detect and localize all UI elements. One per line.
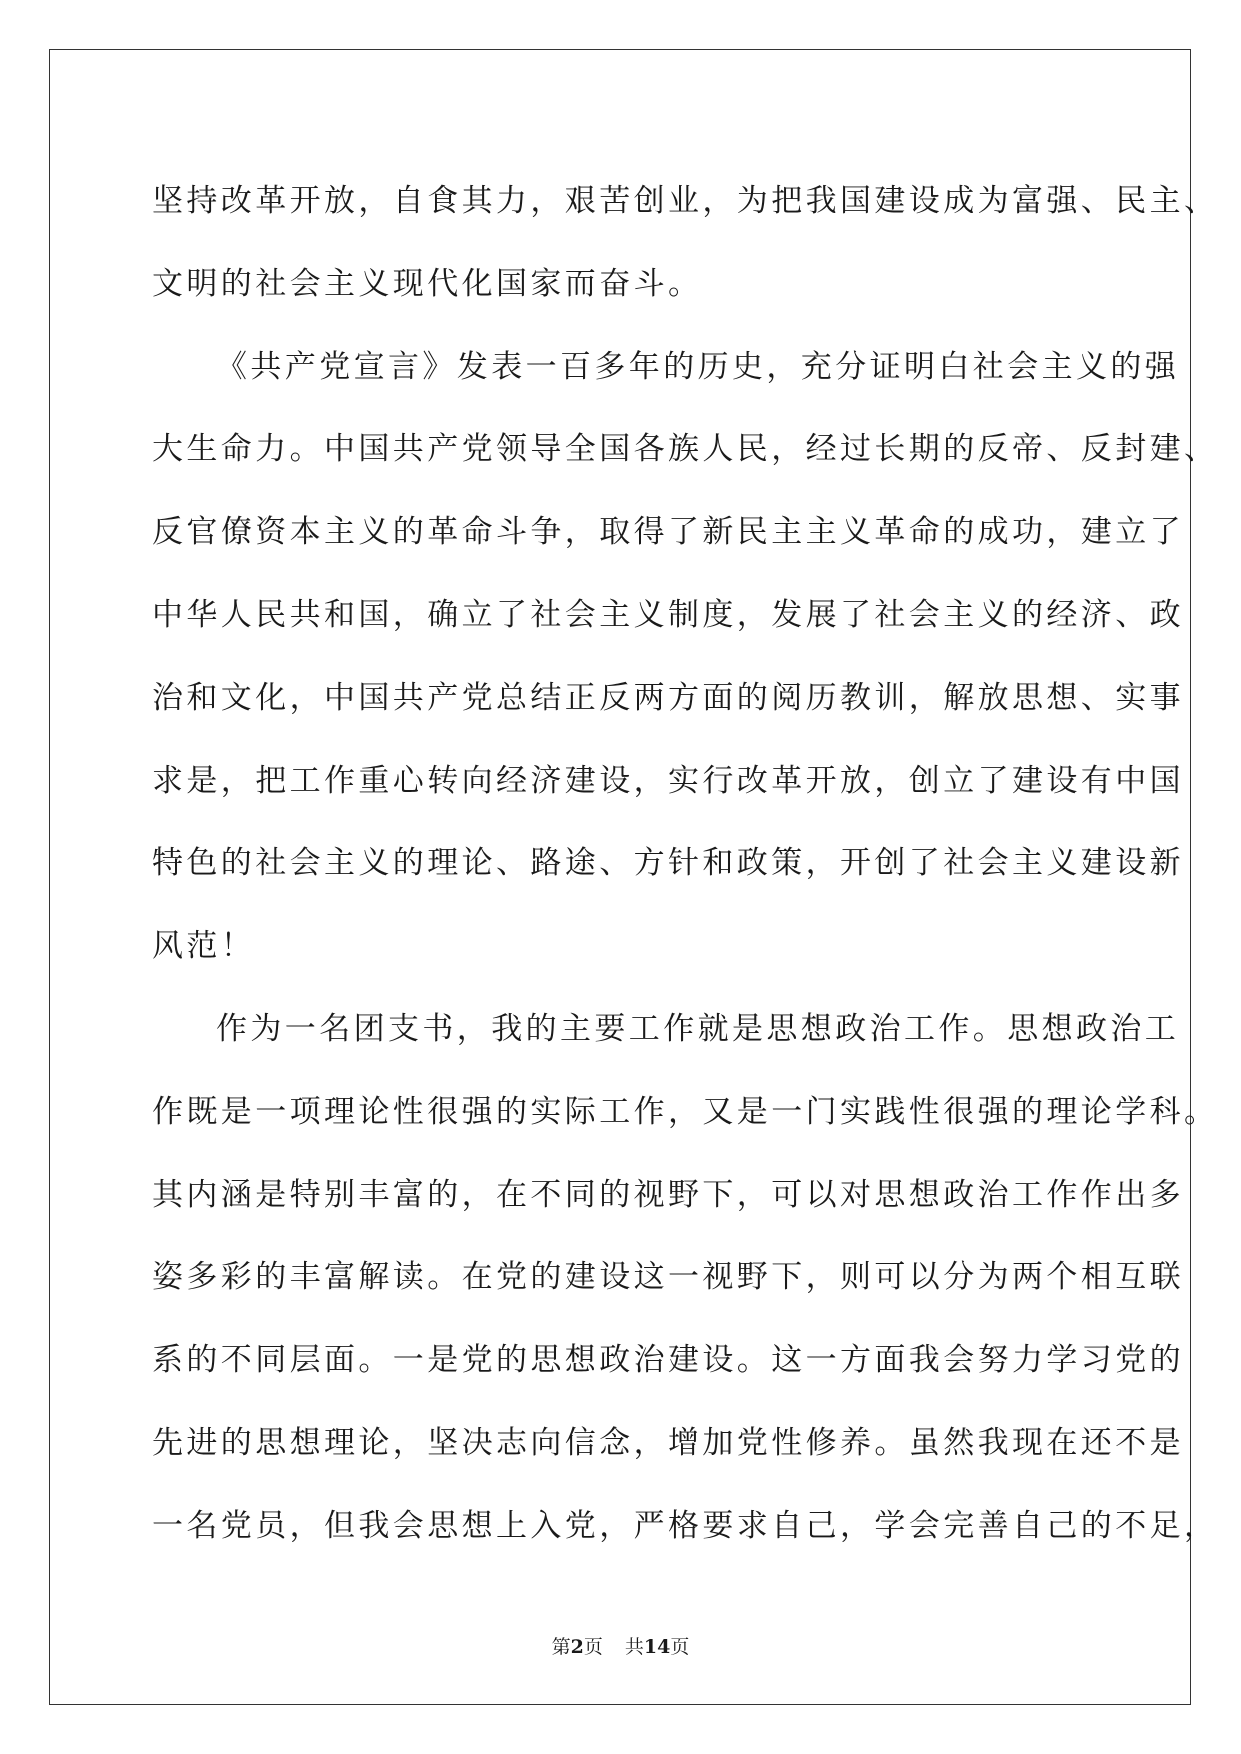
- text-line: 先进的思想理论，坚决志向信念，增加党性修养。虽然我现在还不是: [152, 1424, 1184, 1461]
- document-body: [152, 160, 1219, 1568]
- text-line: 求是，把工作重心转向经济建设，实行改革开放，创立了建设有中国: [152, 762, 1184, 799]
- text-line: 反官僚资本主义的革命斗争，取得了新民主主义革命的成功，建立了: [152, 514, 1184, 551]
- text-line: 风范！: [152, 928, 256, 965]
- page-label-prefix: 第: [551, 1636, 571, 1658]
- text-line: 坚持改革开放，自食其力，艰苦创业，为把我国建设成为富强、民主、: [152, 183, 1219, 219]
- text-line: 中华人民共和国，确立了社会主义制度，发展了社会主义的经济、政: [152, 596, 1184, 633]
- text-line: 大生命力。中国共产党领导全国各族人民，经过长期的反帝、反封建、: [152, 431, 1219, 468]
- text-line: 其内涵是特别丰富的，在不同的视野下，可以对思想政治工作作出多: [152, 1176, 1184, 1213]
- text-line: 姿多彩的丰富解读。在党的建设这一视野下，则可以分为两个相互联: [152, 1259, 1184, 1296]
- text-line: 特色的社会主义的理论、路途、方针和政策，开创了社会主义建设新: [152, 845, 1184, 882]
- text-line: 一名党员，但我会思想上入党，严格要求自己，学会完善自己的不足，: [152, 1507, 1219, 1544]
- text-line: 系的不同层面。一是党的思想政治建设。这一方面我会努力学习党的: [152, 1342, 1184, 1379]
- text-line: 《共产党宣言》发表一百多年的历史，充分证明白社会主义的强: [216, 348, 1180, 385]
- total-label-suffix: 页: [670, 1636, 690, 1658]
- total-label-prefix: 共: [624, 1636, 644, 1658]
- page-footer: [0, 1632, 1241, 1659]
- text-line: 治和文化，中国共产党总结正反两方面的阅历教训，解放思想、实事: [152, 679, 1184, 716]
- text-line: 作为一名团支书，我的主要工作就是思想政治工作。思想政治工: [216, 1010, 1180, 1047]
- total-pages: 14: [643, 1636, 671, 1658]
- page-label-suffix: 页: [583, 1636, 603, 1658]
- text-line: 作既是一项理论性很强的实际工作，又是一门实践性很强的理论学科。: [152, 1093, 1219, 1130]
- text-line: 文明的社会主义现代化国家而奋斗。: [152, 265, 703, 302]
- page-number: 2: [570, 1636, 584, 1658]
